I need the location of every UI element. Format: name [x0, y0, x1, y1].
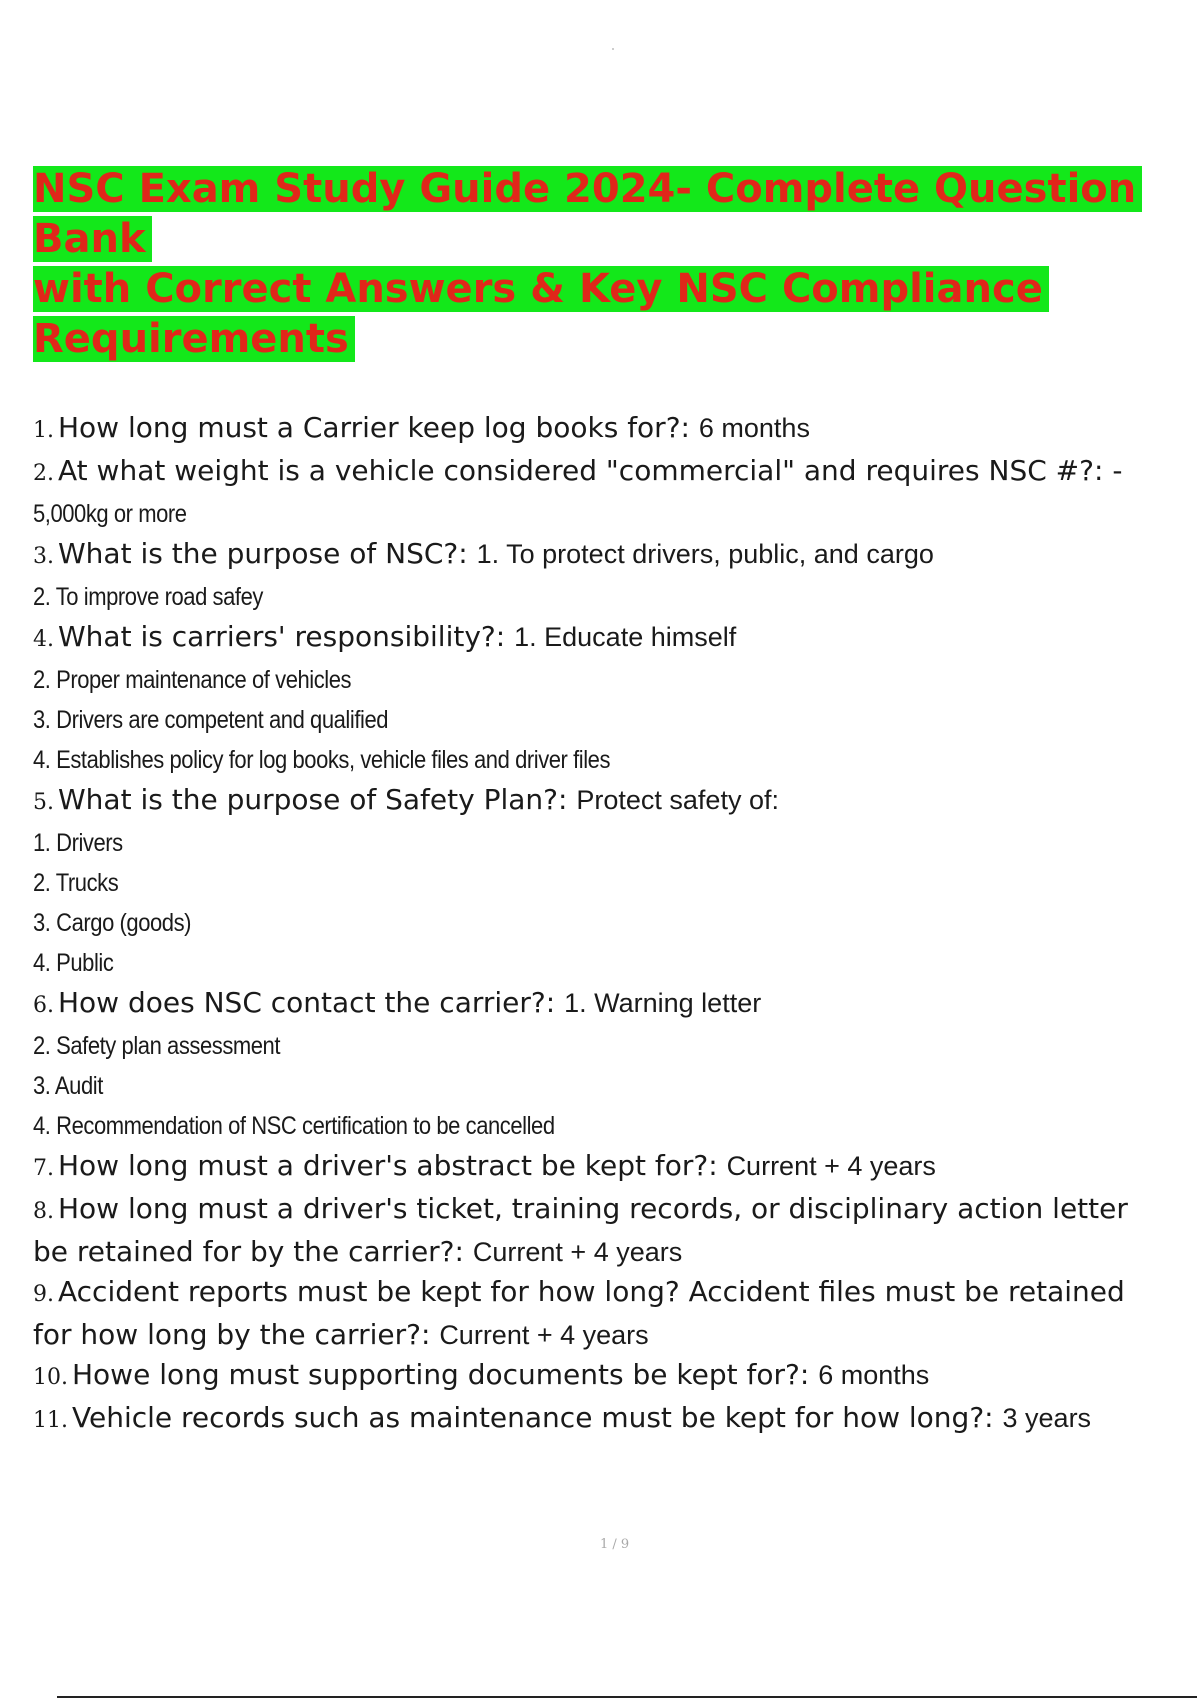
answer-text: 6 months	[818, 1360, 930, 1390]
document-title	[33, 164, 1173, 364]
question-item	[33, 1272, 1198, 1315]
answer-text: 3 years	[1002, 1403, 1092, 1433]
answer-line	[33, 903, 1198, 943]
answer-line	[33, 1026, 1198, 1066]
answer-line-text: 2. Trucks	[33, 869, 119, 897]
question-text-continued: be retained for by the carrier?:	[33, 1235, 464, 1268]
answer-line-text: 3. Drivers are competent and qualified	[33, 706, 389, 734]
answer-text: 1. Warning letter	[564, 988, 762, 1018]
question-number: 8.	[33, 1199, 54, 1224]
question-text: How long must a driver's ticket, training records, or disciplinary action letter	[58, 1192, 1128, 1225]
question-item	[33, 617, 1198, 660]
question-number: 9.	[33, 1282, 54, 1307]
answer-line-text: 1. Drivers	[33, 829, 123, 857]
question-number: 6.	[33, 993, 54, 1018]
question-item	[33, 408, 1198, 451]
question-item	[33, 983, 1198, 1026]
top-dot	[612, 48, 614, 50]
answer-line-text: 4. Establishes policy for log books, vehicle files and driver files	[33, 746, 611, 774]
answer-line	[33, 823, 1198, 863]
question-item	[33, 451, 1198, 494]
page-number: 1 / 9	[600, 1537, 630, 1552]
answer-line-text: 3. Cargo (goods)	[33, 909, 192, 937]
answer-text: Protect safety of:	[576, 785, 779, 815]
answer-text: Current + 4 years	[439, 1320, 649, 1350]
question-continuation	[33, 1232, 1198, 1272]
question-number: 7.	[33, 1156, 54, 1181]
answer-line	[33, 660, 1198, 700]
question-number: 10.	[33, 1365, 68, 1390]
question-item	[33, 1189, 1198, 1232]
question-text: How long must a Carrier keep log books for?:	[58, 411, 690, 444]
question-text-continued: for how long by the carrier?:	[33, 1318, 431, 1351]
question-number: 5.	[33, 790, 54, 815]
question-item	[33, 1146, 1198, 1189]
answer-line	[33, 577, 1198, 617]
question-text: Howe long must supporting documents be kept for?:	[72, 1358, 810, 1391]
answer-line-text: 2. Safety plan assessment	[33, 1032, 281, 1060]
title-line-2: with Correct Answers & Key NSC Compliance	[33, 266, 1049, 312]
question-number: 2.	[33, 461, 54, 486]
question-continuation	[33, 1315, 1198, 1355]
question-number: 3.	[33, 544, 54, 569]
answer-line-text: 4. Public	[33, 949, 114, 977]
question-item	[33, 1355, 1198, 1398]
answer-line-text: 2. Proper maintenance of vehicles	[33, 666, 352, 694]
answer-line	[33, 863, 1198, 903]
answer-line	[33, 494, 1198, 534]
question-list	[33, 408, 1198, 1441]
answer-line-text: 5,000kg or more	[33, 500, 187, 528]
answer-line	[33, 1066, 1198, 1106]
answer-line	[33, 740, 1198, 780]
answer-text: 6 months	[698, 413, 810, 443]
question-item	[33, 1398, 1198, 1441]
answer-text: Current + 4 years	[726, 1151, 936, 1181]
question-text: What is carriers' responsibility?:	[58, 620, 506, 653]
answer-text: 1. Educate himself	[514, 622, 737, 652]
question-text: At what weight is a vehicle considered "commercial" and requires NSC #?: -	[58, 454, 1123, 487]
question-text: What is the purpose of Safety Plan?:	[58, 783, 568, 816]
answer-text: 1. To protect drivers, public, and cargo	[476, 539, 934, 569]
answer-line-text: 4. Recommendation of NSC certification to be cancelled	[33, 1112, 555, 1140]
question-item	[33, 534, 1198, 577]
answer-line	[33, 700, 1198, 740]
title-line-1: NSC Exam Study Guide 2024- Complete Question Bank	[33, 166, 1142, 262]
question-text: What is the purpose of NSC?:	[58, 537, 468, 570]
question-number: 11.	[33, 1408, 68, 1433]
answer-text: Current + 4 years	[472, 1237, 683, 1267]
question-text: Accident reports must be kept for how long? Accident files must be retained	[58, 1275, 1125, 1308]
answer-line	[33, 943, 1198, 983]
answer-line	[33, 1106, 1198, 1146]
answer-line-text: 3. Audit	[33, 1072, 103, 1100]
question-text: How long must a driver's abstract be kept for?:	[58, 1149, 718, 1182]
question-item	[33, 780, 1198, 823]
title-line-3: Requirements	[33, 316, 355, 362]
question-number: 1.	[33, 418, 54, 443]
answer-line-text: 2. To improve road safey	[33, 583, 263, 611]
question-text: How does NSC contact the carrier?:	[58, 986, 556, 1019]
question-number: 4.	[33, 627, 54, 652]
bottom-rule	[57, 1696, 1197, 1698]
question-text: Vehicle records such as maintenance must be kept for how long?:	[72, 1401, 994, 1434]
